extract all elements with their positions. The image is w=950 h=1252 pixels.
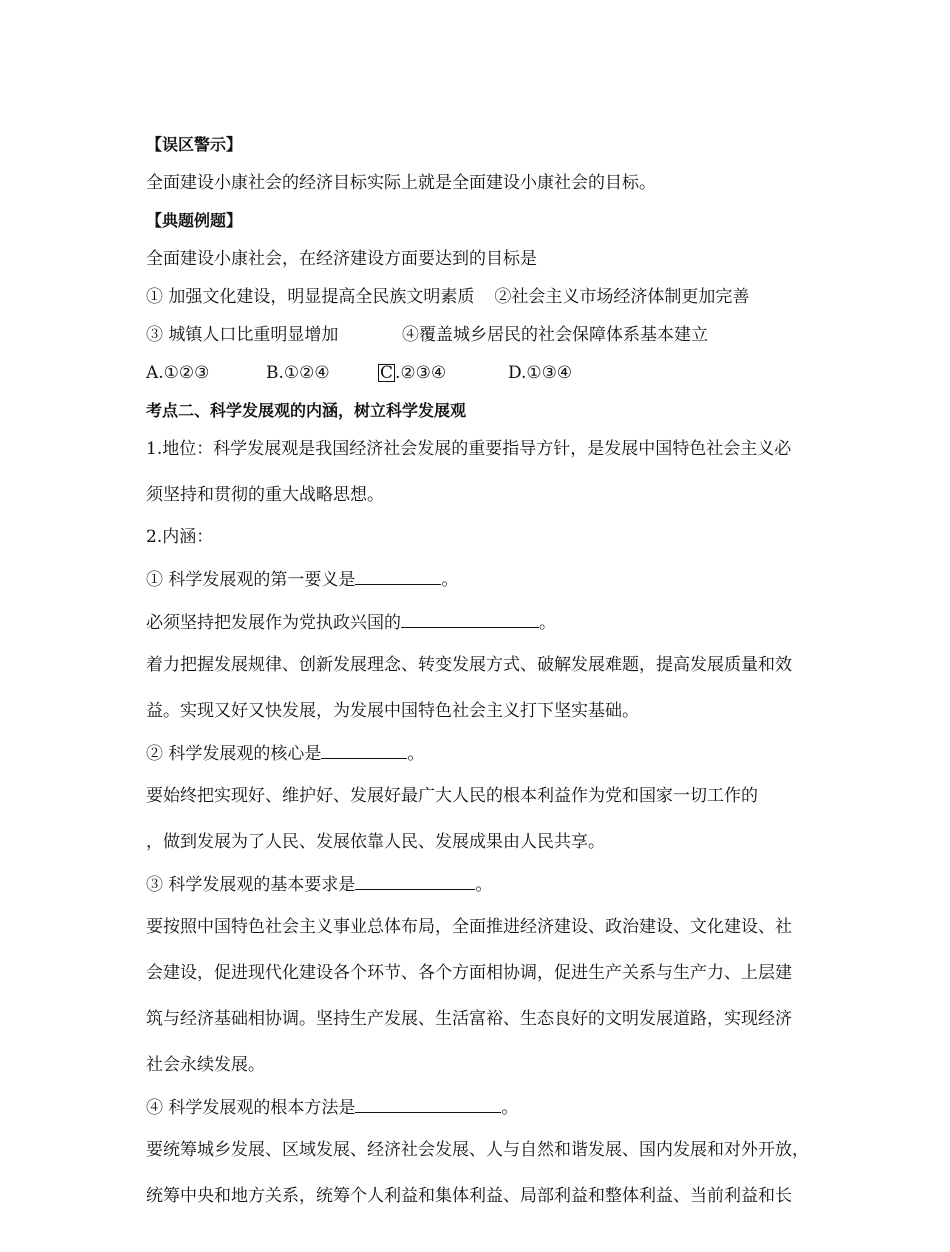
- connotation-1-line-3: 益。实现又好又快发展，为发展中国特色社会主义打下坚实基础。: [146, 701, 639, 721]
- answer-blank-4[interactable]: [355, 1096, 501, 1113]
- connotation-4-line-1: 要统筹城乡发展、区域发展、经济社会发展、人与自然和谐发展、国内发展和对外开放，: [146, 1140, 809, 1160]
- connotation-2-line-1: 要始终把实现好、维护好、发展好最广大人民的根本利益作为党和国家一切工作的: [146, 786, 758, 806]
- heading-typical-example: 【典题例题】: [146, 211, 243, 230]
- answer-blank-1b[interactable]: [401, 611, 539, 628]
- answer-blank-3[interactable]: [355, 873, 475, 890]
- option-line-1: [146, 286, 806, 308]
- heading-misconception-warning: 【误区警示】: [146, 135, 243, 154]
- option-3: ③ 城镇人口比重明显增加: [146, 325, 339, 345]
- answer-b[interactable]: B.①②④: [266, 363, 330, 383]
- answer-c-rest: .②③④: [395, 363, 447, 383]
- connotation-2-question: ② 科学发展观的核心是 。: [146, 744, 425, 764]
- section-2-title: 考点二、科学发展观的内涵，树立科学发展观: [146, 401, 467, 420]
- answer-blank-1[interactable]: [355, 568, 441, 585]
- connotation-3-line-1: 要按照中国特色社会主义事业总体布局，全面推进经济建设、政治建设、文化建设、社: [146, 917, 792, 937]
- example-question: 全面建设小康社会，在经济建设方面要达到的目标是: [146, 249, 537, 269]
- connotation-3-line-4: 社会永续发展。: [146, 1055, 265, 1075]
- connotation-3-question: ③ 科学发展观的基本要求是 。: [146, 875, 493, 895]
- connotation-1-line-1: 必须坚持把发展作为党执政兴国的 。: [146, 613, 556, 633]
- connotation-4-line-2: 统筹中央和地方关系，统筹个人利益和集体利益、局部利益和整体利益、当前利益和长: [146, 1186, 792, 1206]
- option-4: ④覆盖城乡居民的社会保障体系基本建立: [402, 325, 708, 345]
- position-line-1: 1.地位：科学发展观是我国经济社会发展的重要指导方针，是发展中国特色社会主义必: [146, 439, 792, 459]
- answer-a[interactable]: A.①②③: [146, 363, 210, 383]
- answer-c[interactable]: [378, 362, 508, 384]
- option-line-2: [146, 324, 806, 346]
- document-page: [146, 124, 809, 1207]
- connotation-1-question: ① 科学发展观的第一要义是 。: [146, 570, 459, 590]
- answer-c-letter: C: [380, 363, 394, 383]
- answer-blank-2[interactable]: [321, 742, 407, 759]
- warning-text: 全面建设小康社会的经济目标实际上就是全面建设小康社会的目标。: [146, 173, 656, 193]
- connotation-1-line-2: 着力把握发展规律、创新发展理念、转变发展方式、破解发展难题，提高发展质量和效: [146, 655, 792, 675]
- option-2: ②社会主义市场经济体制更加完善: [494, 287, 750, 307]
- connotation-2-line-2: ，做到发展为了人民、发展依靠人民、发展成果由人民共享。: [146, 832, 605, 852]
- connotation-4-question: ④ 科学发展观的根本方法是 。: [146, 1098, 519, 1118]
- answer-choices: [146, 362, 806, 384]
- option-1: ① 加强文化建设，明显提高全民族文明素质: [146, 287, 475, 307]
- position-line-2: 须坚持和贯彻的重大战略思想。: [146, 485, 384, 505]
- connotation-3-line-3: 筑与经济基础相协调。坚持生产发展、生活富裕、生态良好的文明发展道路，实现经济: [146, 1009, 792, 1029]
- answer-d[interactable]: D.①③④: [508, 363, 573, 383]
- connotation-heading: 2.内涵：: [146, 527, 214, 547]
- connotation-3-line-2: 会建设，促进现代化建设各个环节、各个方面相协调，促进生产关系与生产力、上层建: [146, 963, 792, 983]
